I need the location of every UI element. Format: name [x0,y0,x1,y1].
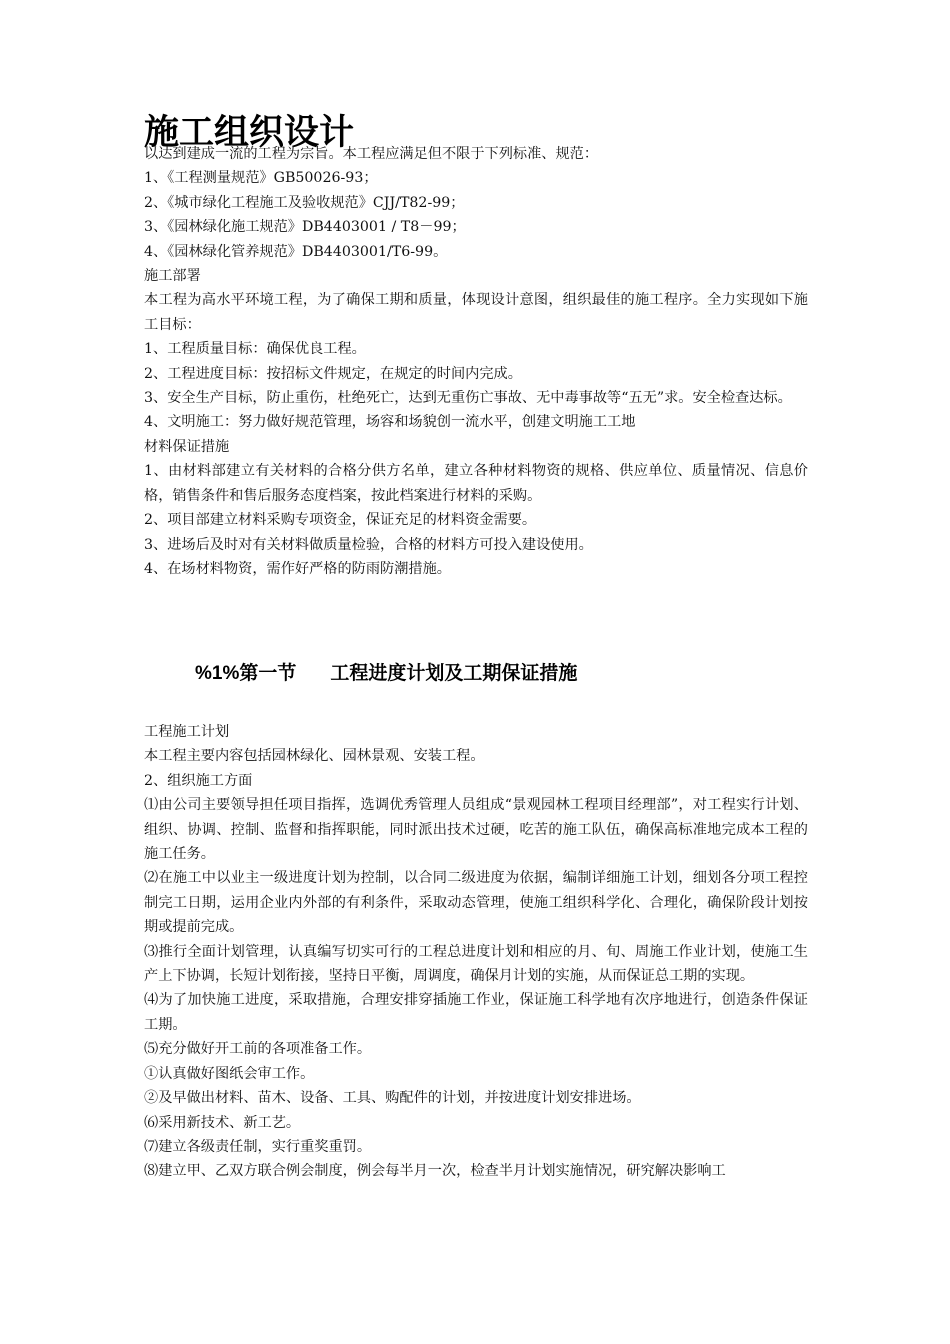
org-item: ⑹采用新技术、新工艺。 [144,1114,301,1131]
goal-item: 3、安全生产目标，防止重伤，杜绝死亡，达到无重伤亡事故、无中毒事故等“五无”求。安全检查达标。 [144,390,792,407]
standard-item: 2、《城市绿化工程施工及验收规范》CJJ/T82-99； [144,194,465,211]
goal-item: 4、文明施工：努力做好规范管理，场容和场貌创一流水平，创建文明施工工地 [144,414,636,431]
org-item: ⑶推行全面计划管理，认真编写切实可行的工程总进度计划和相应的月、旬、周施工作业计划，使施工生产上下协调，长短计划衔接，坚持日平衡，周调度，确保月计划的实施，从而保证总工期的实现。 [144,943,808,985]
section-title: 工程进度计划及工期保证措施 [330,663,578,684]
section1-body [144,720,808,1184]
standard-item: 3、《园林绿化施工规范》DB4403001 / T8－99； [144,219,466,236]
org-heading: 2、组织施工方面 [144,772,253,789]
org-subitem: ②及早做出材料、苗木、设备、工具、购配件的计划，并按进度计划安排进场。 [144,1090,641,1107]
org-item: ⑷为了加快施工进度，采取措施，合理安排穿插施工作业，保证施工科学地有次序地进行，创造条件保证工期。 [144,992,808,1033]
plan-heading: 工程施工计划 [144,724,230,740]
org-item: ⑻建立甲、乙双方联合例会制度，例会每半月一次，检查半月计划实施情况，研究解决影响工 [144,1163,726,1180]
materials-item: 4、在场材料物资，需作好严格的防雨防潮措施。 [144,560,451,577]
document-title: 施工组织设计 [144,113,355,154]
materials-item: 3、进场后及时对有关材料做质量检验，合格的材料方可投入建设使用。 [144,536,593,553]
org-item: ⑴由公司主要领导担任项目指挥，选调优秀管理人员组成“景观园林工程项目经理部”，对工程实行计划、组织、协调、控制、监督和指挥职能，同时派出技术过硬，吃苦的施工队伍，确保高标准地完成本工程的施工任务。 [144,797,808,863]
org-item: ⑸充分做好开工前的各项准备工作。 [144,1041,372,1058]
deployment-body: 本工程为高水平环境工程，为了确保工期和质量，体现设计意图，组织最佳的施工程序。全力实现如下施工目标： [144,292,808,333]
org-item: ⑺建立各级责任制，实行重奖重罚。 [144,1138,372,1155]
materials-item: 2、项目部建立材料采购专项资金，保证充足的材料资金需要。 [144,512,537,529]
standard-item: 4、《园林绿化管养规范》DB4403001/T6-99。 [144,243,448,260]
org-subitem: ①认真做好图纸会审工作。 [144,1065,315,1082]
section-heading [195,658,577,685]
standard-item: 1、《工程测量规范》GB50026-93； [144,170,378,187]
goal-item: 1、工程质量目标：确保优良工程。 [144,341,366,358]
intro-lead: 以达到建成一流的工程为宗旨。本工程应满足但不限于下列标准、规范： [144,146,599,162]
intro-block [144,142,808,581]
materials-heading: 材料保证措施 [144,438,230,455]
deployment-heading: 施工部署 [144,268,201,285]
section-number: %1%第一节 [195,663,297,684]
goal-item: 2、工程进度目标：按招标文件规定，在规定的时间内完成。 [144,365,522,382]
materials-item: 1、由材料部建立有关材料的合格分供方名单，建立各种材料物资的规格、供应单位、质量情况、信息价格，销售条件和售后服务态度档案，按此档案进行材料的采购。 [144,463,808,504]
org-item: ⑵在施工中以业主一级进度计划为控制，以合同二级进度为依据，编制详细施工计划，细划各分项工程控制完工日期，运用企业内外部的有利条件，采取动态管理，使施工组织科学化、合理化，确保阶段计划按期或提前完成。 [144,870,808,936]
plan-body: 本工程主要内容包括园林绿化、园林景观、安装工程。 [144,748,485,765]
